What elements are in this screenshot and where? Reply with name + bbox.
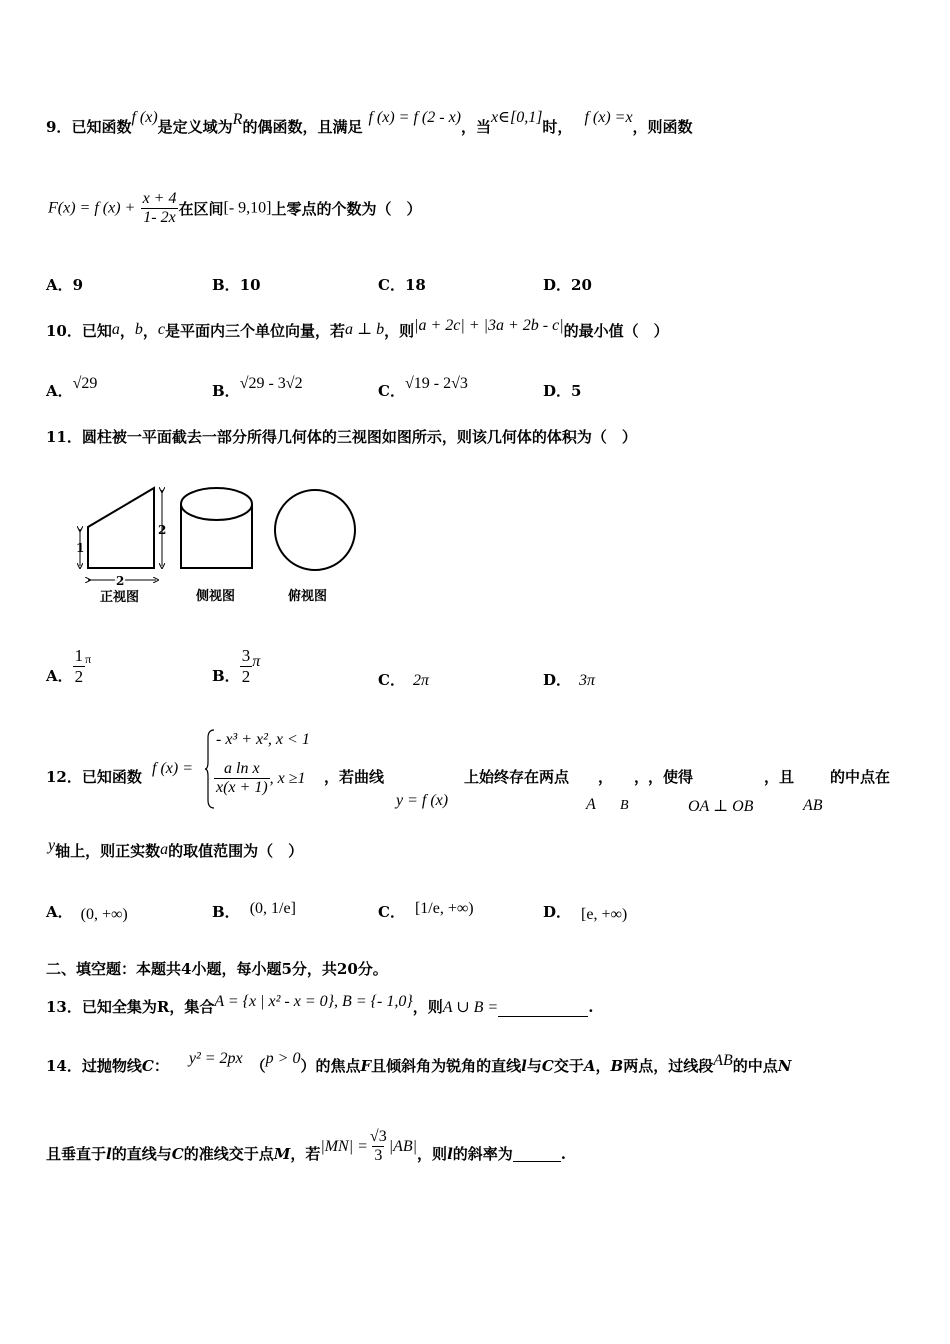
option-label: D． (543, 671, 572, 689)
q9-fraction (141, 190, 179, 227)
option-value: 20 (571, 276, 592, 294)
option-value: 5 (571, 382, 582, 400)
frac-den: 3 (374, 1147, 383, 1164)
q12-text: 轴上，则正实数 (55, 842, 161, 860)
frac-den: x(x + 1) (216, 779, 268, 796)
frac-den: 2 (241, 667, 251, 686)
q10-option-a[interactable] (46, 375, 98, 401)
q14-text: ， (595, 1057, 611, 1075)
q13-expression: A ∪ B = (442, 999, 499, 1016)
q10-perp: a ⊥ b (345, 321, 385, 338)
frac-num: 1 (74, 646, 84, 665)
q9-option-a[interactable] (46, 274, 83, 295)
q14-l: l (521, 1057, 527, 1075)
q14-text: 的中点 (732, 1057, 778, 1075)
option-label: D． (543, 382, 572, 400)
q12-option-c[interactable] (378, 901, 474, 922)
q10-line1 (46, 317, 669, 341)
q10-number: 10． (46, 322, 82, 340)
q12-perp: OA ⊥ OB (688, 798, 754, 815)
top-view-circle (275, 490, 355, 570)
caption-top-view: 俯视图 (288, 589, 328, 604)
pi-symbol: π (252, 652, 261, 670)
caption-side-view: 侧视图 (196, 589, 236, 604)
q14-F: F (360, 1057, 372, 1075)
q13-period: . (588, 998, 594, 1016)
q12-text: 的中点在 (830, 768, 891, 786)
q13-number: 13． (46, 998, 82, 1016)
q9-range: [- 9,10] (223, 199, 272, 217)
q12-curve: y = f (x) (396, 792, 449, 809)
q12-line2 (48, 837, 304, 861)
q14-fraction (368, 1128, 389, 1165)
height-dimension-label: 2 (158, 523, 167, 537)
frac-num: 3 (241, 646, 251, 665)
q9-text: 是定义域为 (157, 118, 233, 136)
q14-text: ，则 (417, 1145, 448, 1163)
option-value: √29 - 3√2 (239, 375, 303, 392)
q14-M: M (273, 1144, 291, 1163)
q12-text: ，使得 (648, 768, 694, 786)
q12-case2 (214, 760, 306, 797)
left-dimension-label: 1 (76, 541, 85, 555)
q11-number: 11． (46, 428, 82, 446)
q11-option-c[interactable] (378, 669, 429, 690)
q14-text: 两点，过线段 (623, 1057, 714, 1075)
q12-comma: ， (598, 768, 614, 786)
pi-symbol: π (85, 652, 92, 666)
q12-B: B (620, 798, 629, 813)
q9-number: 9． (46, 118, 72, 136)
q10-c: c (157, 321, 166, 338)
side-view-ellipse (181, 488, 252, 520)
q12-text-1 (324, 766, 384, 787)
q12-y: y (48, 837, 56, 854)
option-label: D． (543, 276, 572, 294)
q13-setB: , B = {- 1,0} (334, 993, 413, 1010)
option-label: A． (46, 276, 73, 294)
option-label: A． (46, 667, 73, 685)
q12-A: A (586, 796, 596, 813)
side-view-shape (181, 504, 252, 568)
q12-text: ，若曲线 (324, 768, 385, 786)
q14-text: 过抛物线 (81, 1057, 142, 1075)
option-fraction (240, 646, 253, 687)
option-label: B． (212, 382, 240, 400)
q14-AB: AB (713, 1052, 733, 1069)
q11-text: 圆柱被一平面截去一部分所得几何体的三视图如图所示，则该几何体的体积为（ ） (81, 428, 637, 446)
q9-interval: x∈[0,1] (491, 109, 543, 126)
q14-text: 的斜率为 (452, 1145, 513, 1163)
q12-text: ，且 (764, 768, 795, 786)
q11-option-b[interactable] (212, 646, 260, 687)
q10-option-c[interactable] (378, 375, 468, 401)
q13-line (46, 993, 594, 1017)
q10-text: 已知 (81, 322, 112, 340)
q14-text: ）的焦点 (300, 1057, 361, 1075)
q14-l: l (447, 1144, 453, 1163)
option-fraction (73, 646, 86, 687)
q10-text: ， (119, 322, 135, 340)
q9-fx: f (x) (131, 109, 158, 126)
q13-setA: A = {x | x² - x = 0} (214, 993, 335, 1010)
q14-N: N (777, 1057, 792, 1075)
q11-option-d[interactable] (543, 669, 595, 690)
q11-line1 (46, 426, 637, 447)
option-label: C． (378, 671, 405, 689)
q14-C: C (141, 1057, 154, 1075)
q9-condition: f (x) = f (2 - x) (368, 109, 461, 126)
q14-answer-blank[interactable] (513, 1145, 561, 1162)
q14-text: 且垂直于 (46, 1145, 107, 1163)
q14-C: C (541, 1057, 554, 1075)
q9-F-lhs: F(x) = f (x) + (48, 199, 136, 217)
q10-text: ， (142, 322, 158, 340)
q14-text: 与 (526, 1057, 542, 1075)
q9-line1 (46, 109, 693, 137)
q14-line1 (46, 1050, 792, 1076)
option-label: C． (378, 903, 405, 921)
q9-line2 (48, 190, 421, 227)
q14-text: （ (250, 1057, 266, 1075)
q14-text: 的直线与 (111, 1145, 172, 1163)
q14-l: l (106, 1144, 112, 1163)
q10-expression: |a + 2c| + |3a + 2b - c| (414, 317, 564, 334)
q13-text: ，则 (412, 998, 443, 1016)
q14-C: C (171, 1144, 184, 1163)
front-view-shape (88, 488, 154, 568)
q12-option-b[interactable] (212, 901, 296, 922)
option-value: 3π (579, 672, 596, 689)
q9-text: 的偶函数，且满足 (242, 118, 363, 136)
q14-equation: y² = 2px (188, 1050, 243, 1067)
q10-option-d[interactable] (543, 380, 581, 401)
frac-num: √3 (369, 1128, 387, 1145)
q9-frac-num: x + 4 (142, 190, 177, 207)
q9-text: 在区间 (178, 200, 224, 218)
option-value: (0, 1/e] (249, 900, 296, 917)
q12-text: 的取值范围为（ ） (168, 842, 304, 860)
q14-condition: p > 0 (265, 1050, 301, 1067)
caption-front-view: 正视图 (100, 590, 140, 605)
q12-comma: ， (634, 768, 650, 786)
frac-num: a ln x (224, 760, 260, 777)
q14-text: ： (153, 1057, 169, 1075)
q10-a: a (111, 321, 120, 338)
q14-number: 14． (46, 1057, 82, 1075)
q12-case2-fraction (214, 760, 270, 797)
q12-case2-cond: , x ≥1 (269, 769, 306, 787)
q14-AB-abs: |AB| (388, 1137, 418, 1155)
q14-text: 且倾斜角为锐角的直线 (371, 1057, 522, 1075)
option-value: 10 (239, 276, 261, 294)
option-value: [1/e, +∞) (414, 900, 474, 917)
q14-B: B (610, 1057, 624, 1075)
option-label: B． (212, 667, 240, 685)
option-value: 9 (72, 276, 84, 294)
q14-text: 交于 (553, 1057, 584, 1075)
q12-text-2 (464, 766, 569, 787)
q12-option-d[interactable] (543, 901, 627, 922)
q14-text: ，若 (290, 1145, 321, 1163)
q10-text: 的最小值（ ） (563, 322, 669, 340)
q9-text: 时， (542, 118, 573, 136)
section-heading: 二、填空题：本题共4小题，每小题5分，共20分。 (46, 960, 388, 978)
q14-text: 的准线交于点 (183, 1145, 274, 1163)
option-value: √29 (72, 375, 98, 392)
q9-R: R (232, 111, 243, 128)
q9-option-b[interactable] (212, 274, 261, 295)
q10-text: ，则 (384, 322, 415, 340)
q12-text: 已知函数 (81, 768, 142, 786)
option-label: C． (378, 382, 405, 400)
q14-period: . (560, 1144, 567, 1163)
width-dimension-label: 2 (116, 574, 125, 588)
q10-text: 是平面内三个单位向量，若 (165, 322, 346, 340)
q9-text: 上零点的个数为（ ） (271, 200, 422, 218)
option-label: D． (543, 903, 572, 921)
option-value: (0, +∞) (80, 906, 128, 923)
q9-text: ，当 (461, 118, 492, 136)
option-label: C． (378, 276, 405, 294)
q12-case1: - x³ + x², x < 1 (216, 731, 310, 748)
q9-option-c[interactable] (378, 274, 426, 295)
q12-lead (46, 766, 142, 787)
q11-option-a[interactable] (46, 646, 91, 687)
q9-fxx: f (x) =x (584, 109, 633, 126)
q12-option-a[interactable] (46, 901, 128, 922)
q14-A: A (583, 1057, 596, 1075)
option-value: 2π (412, 672, 429, 689)
q9-text: ，则函数 (632, 118, 693, 136)
q12-number: 12． (46, 768, 82, 786)
q14-line2 (46, 1128, 566, 1165)
q13-text: 已知全集为R，集合 (81, 998, 215, 1016)
option-value: 18 (404, 276, 426, 294)
q12-fx: f (x) = (152, 760, 193, 777)
q10-option-b[interactable] (212, 375, 303, 401)
q14-MN: |MN| = (320, 1137, 368, 1155)
q9-frac-den: 1- 2x (143, 209, 176, 226)
three-view-figure (70, 480, 370, 610)
frac-den: 2 (74, 667, 84, 686)
option-value: [e, +∞) (581, 906, 628, 923)
option-value: √19 - 2√3 (404, 375, 468, 392)
option-label: A． (46, 903, 73, 921)
q13-answer-blank[interactable] (498, 1000, 588, 1017)
q9-text: 已知函数 (71, 118, 132, 136)
option-label: B． (212, 276, 240, 294)
q12-text: 上始终存在两点 (464, 768, 570, 786)
q12-a: a (160, 841, 169, 858)
option-label: B． (212, 903, 240, 921)
q9-option-d[interactable] (543, 274, 592, 295)
option-label: A． (46, 382, 73, 400)
q10-b: b (134, 321, 143, 338)
q12-AB: AB (803, 797, 823, 814)
